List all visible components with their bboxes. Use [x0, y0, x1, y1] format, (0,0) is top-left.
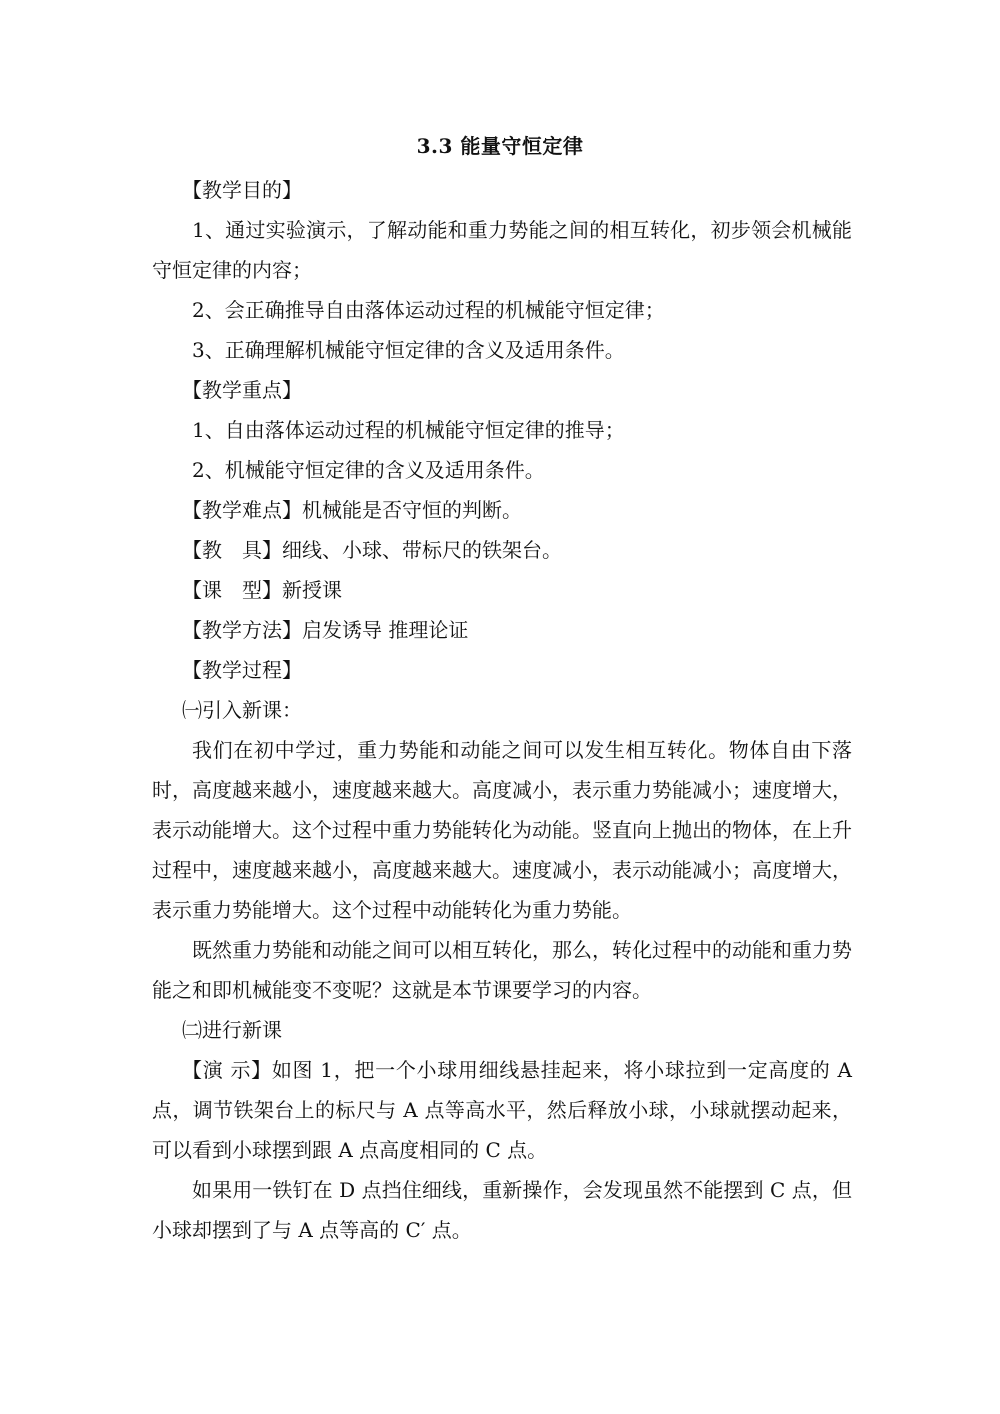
document-body: [152, 170, 852, 1250]
objective-item: 2、会正确推导自由落体运动过程的机械能守恒定律；: [192, 298, 665, 322]
difficulty-line: 【教学难点】机械能是否守恒的判断。: [182, 498, 522, 522]
lesson-type-line: 【课 型】新授课: [182, 578, 342, 602]
document-title: 3.3 能量守恒定律: [416, 134, 584, 158]
objectives-heading: 【教学目的】: [182, 178, 302, 202]
demo-paragraph: 【演 示】如图 1，把一个小球用细线悬挂起来，将小球拉到一定高度的 A 点，调节铁架台上的标尺与 A 点等高水平，然后释放小球，小球就摆动起来，可以看到小球摆到跟 A 点高度相同的 C 点。: [152, 1058, 852, 1162]
demo-paragraph: 如果用一铁钉在 D 点挡住细线，重新操作，会发现虽然不能摆到 C 点，但小球却摆到了与 A 点等高的 C′ 点。: [152, 1178, 852, 1242]
intro-paragraph: 我们在初中学过，重力势能和动能之间可以发生相互转化。物体自由下落时，高度越来越小，速度越来越大。高度减小，表示重力势能减小；速度增大，表示动能增大。这个过程中重力势能转化为动能。竖直向上抛出的物体，在上升过程中，速度越来越小，高度越来越大。速度减小，表示动能减小；高度增大，表示重力势能增大。这个过程中动能转化为重力势能。: [152, 738, 852, 922]
intro-paragraph: 既然重力势能和动能之间可以相互转化，那么，转化过程中的动能和重力势能之和即机械能变不变呢？这就是本节课要学习的内容。: [152, 938, 852, 1002]
objective-item: 1、通过实验演示，了解动能和重力势能之间的相互转化，初步领会机械能守恒定律的内容；: [152, 218, 852, 282]
key-points-heading: 【教学重点】: [182, 378, 302, 402]
key-point-item: 1、自由落体运动过程的机械能守恒定律的推导；: [192, 418, 625, 442]
tools-line: 【教 具】细线、小球、带标尺的铁架台。: [182, 538, 562, 562]
intro-heading: ㈠引入新课：: [182, 698, 302, 722]
methods-line: 【教学方法】启发诱导 推理论证: [182, 618, 469, 642]
process-heading: 【教学过程】: [182, 658, 302, 682]
objective-item: 3、正确理解机械能守恒定律的含义及适用条件。: [192, 338, 625, 362]
key-point-item: 2、机械能守恒定律的含义及适用条件。: [192, 458, 545, 482]
new-lesson-heading: ㈡进行新课: [182, 1018, 282, 1042]
